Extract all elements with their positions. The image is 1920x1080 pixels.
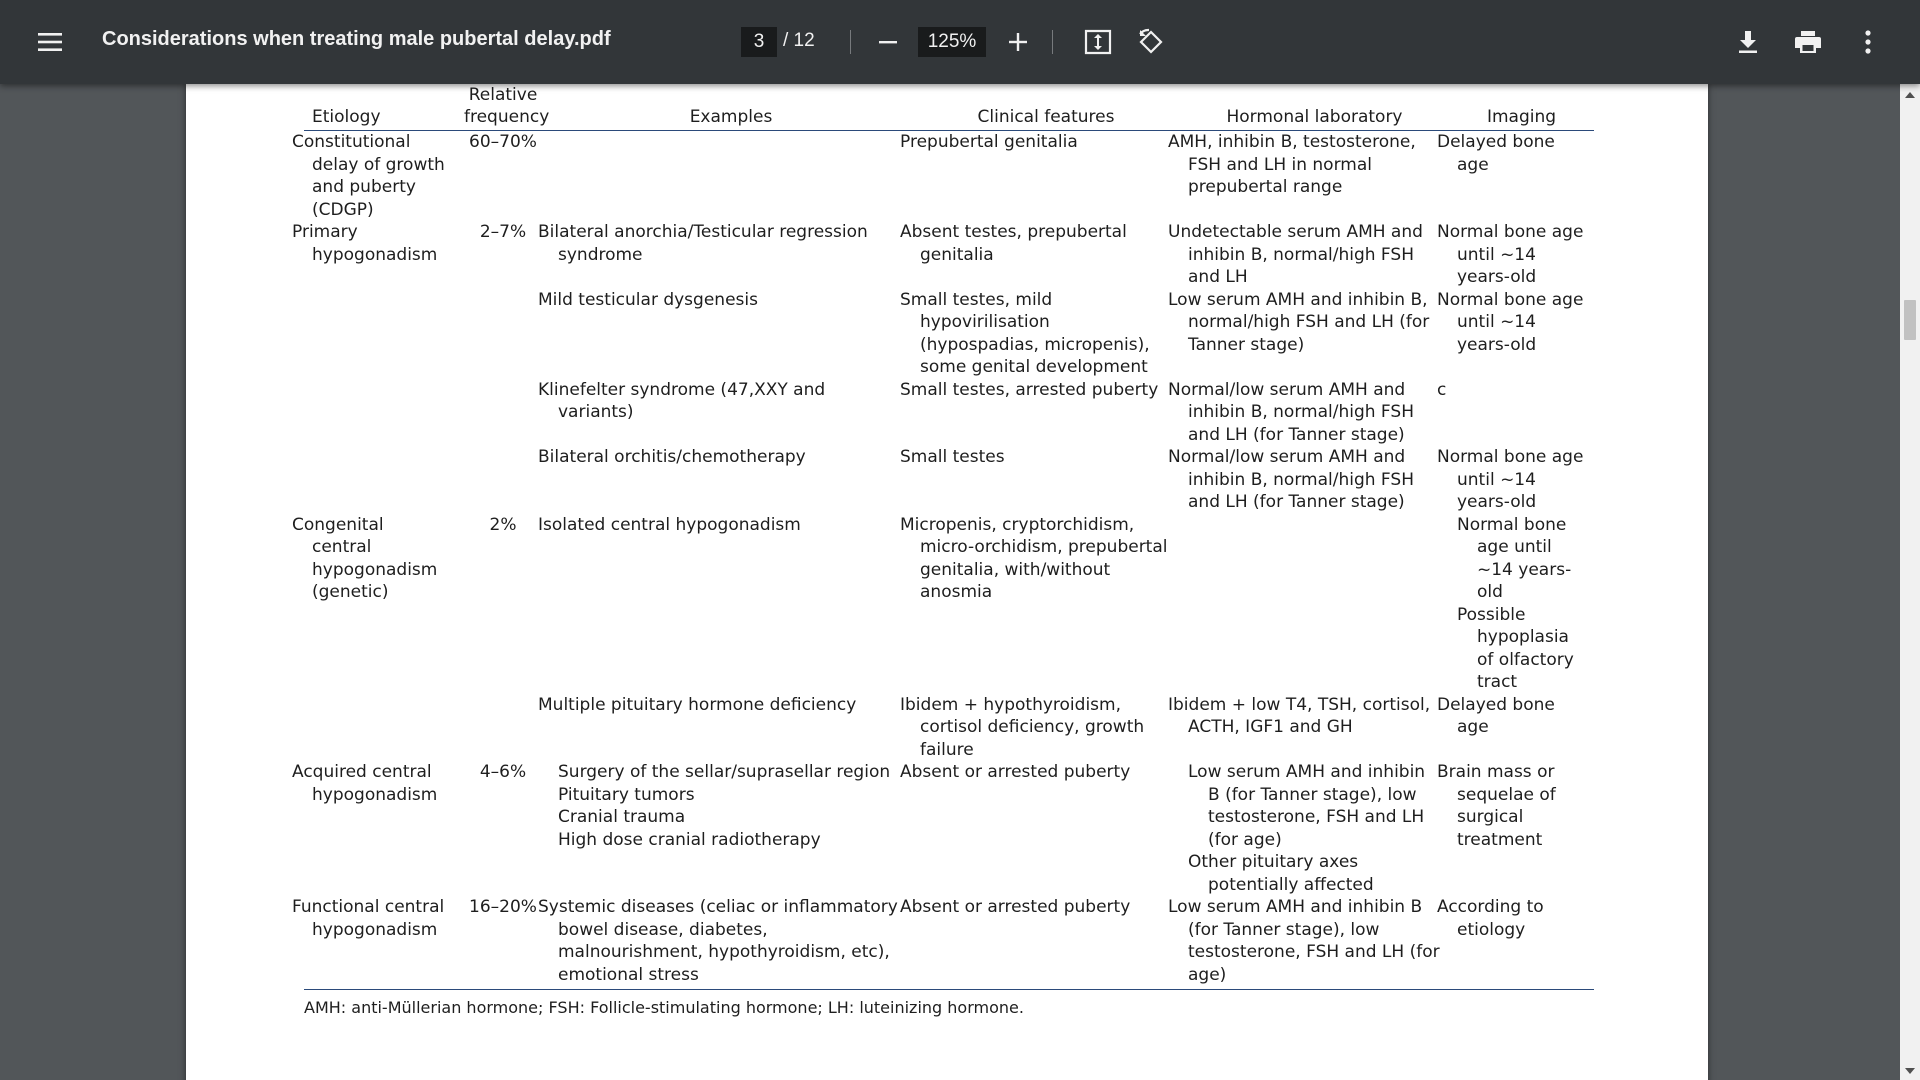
cell-etiology: Acquired central hypogonadism xyxy=(292,762,438,805)
cell-frequency xyxy=(456,694,550,762)
cell-examples: Isolated central hypogonadism xyxy=(538,514,801,535)
document-title: Considerations when treating male pubertal delay.pdf xyxy=(102,28,611,50)
cell-hormonal: Ibidem + low T4, TSH, cortisol, ACTH, IGF1 and GH xyxy=(1168,694,1431,737)
cell-examples-line: High dose cranial radiotherapy xyxy=(558,829,821,850)
cell-etiology xyxy=(304,446,456,514)
toolbar-divider xyxy=(1052,30,1053,54)
cell-hormonal xyxy=(1180,761,1449,896)
download-icon[interactable] xyxy=(1728,22,1768,62)
cell-frequency: 16–20% xyxy=(456,896,550,990)
table-row xyxy=(304,896,1594,990)
table-row xyxy=(304,446,1594,514)
cell-imaging-line: Possible hypoplasia of olfactory tract xyxy=(1457,604,1574,692)
cell-examples: Bilateral orchitis/chemotherapy xyxy=(538,447,806,467)
cell-etiology: Functional central hypogonadism xyxy=(304,896,456,990)
header-relative-frequency xyxy=(456,84,550,131)
zoom-in-icon[interactable] xyxy=(998,22,1038,62)
cell-examples xyxy=(550,761,912,896)
cell-imaging: Brain mass or sequelae of surgical treatment xyxy=(1437,762,1556,850)
cell-frequency xyxy=(456,289,550,379)
vertical-scrollbar[interactable] xyxy=(1900,84,1920,1080)
cell-examples-line: Surgery of the sellar/suprasellar region xyxy=(558,762,891,782)
cell-etiology: Constitutional delay of growth and puberty (CDGP) xyxy=(292,132,445,220)
cell-imaging: Delayed bone age xyxy=(1437,694,1555,737)
cell-imaging: Normal bone age until ~14 years-old xyxy=(1437,289,1584,355)
header-imaging: Imaging xyxy=(1449,84,1594,131)
table-row xyxy=(304,514,1594,694)
cell-examples: Bilateral anorchia/Testicular regression syndrome xyxy=(538,222,868,265)
page-total: / 12 xyxy=(783,30,815,51)
header-relative-frequency-line2: frequency xyxy=(464,107,550,127)
scrollbar-thumb[interactable] xyxy=(1904,300,1916,340)
cell-etiology xyxy=(304,694,456,762)
cell-examples-line: Cranial trauma xyxy=(558,807,686,827)
header-etiology: Etiology xyxy=(304,84,456,131)
cell-examples: Systemic diseases (celiac or inflammatory bowel disease, diabetes, malnourishment, hypothyroidism, etc), emotional stress xyxy=(550,896,912,990)
fit-to-page-icon[interactable] xyxy=(1078,22,1118,62)
pdf-toolbar xyxy=(0,0,1920,84)
cell-clinical: Absent or arrested puberty xyxy=(900,762,1131,782)
cell-hormonal: Low serum AMH and inhibin B (for Tanner stage), low testosterone, FSH and LH (for age) xyxy=(1180,896,1449,990)
cell-clinical: Prepubertal genitalia xyxy=(900,132,1078,152)
page-content xyxy=(292,84,1594,1017)
pdf-page xyxy=(186,84,1708,1080)
more-options-icon[interactable] xyxy=(1848,22,1888,62)
cell-hormonal-line: Low serum AMH and inhibin B (for Tanner stage), low testosterone, FSH and LH (for age) xyxy=(1188,762,1426,850)
cell-imaging: According to etiology xyxy=(1449,896,1594,990)
cell-etiology: Primary hypogonadism xyxy=(292,222,438,265)
table-row xyxy=(304,131,1594,222)
header-relative-frequency-line1: Relative xyxy=(468,85,538,105)
cell-examples: Klinefelter syndrome (47,XXY and variants) xyxy=(538,379,826,422)
cell-hormonal: Normal/low serum AMH and inhibin B, normal/high FSH and LH (for Tanner stage) xyxy=(1168,379,1414,445)
cell-examples: Multiple pituitary hormone deficiency xyxy=(538,694,857,715)
menu-icon[interactable] xyxy=(30,22,70,62)
cell-imaging: Normal bone age until ~14 years-old xyxy=(1437,222,1584,287)
pdf-viewer[interactable] xyxy=(0,84,1920,1080)
page-number-input[interactable] xyxy=(741,27,777,57)
cell-etiology: Congenital central hypogonadism (genetic) xyxy=(292,514,438,602)
cell-hormonal: Undetectable serum AMH and inhibin B, normal/high FSH and LH xyxy=(1168,222,1423,287)
cell-clinical: Small testes, mild hypovirilisation (hypospadias, micropenis), some genital development xyxy=(900,289,1150,377)
cell-clinical: Small testes, arrested puberty xyxy=(900,379,1159,400)
rotate-counterclockwise-icon[interactable] xyxy=(1131,22,1171,62)
cell-hormonal: Normal/low serum AMH and inhibin B, normal/high FSH and LH (for Tanner stage) xyxy=(1168,447,1414,512)
cell-clinical: Absent testes, prepubertal genitalia xyxy=(900,222,1127,265)
cell-hormonal: Low serum AMH and inhibin B, normal/high FSH and LH (for Tanner stage) xyxy=(1168,289,1430,355)
cell-frequency: 4–6% xyxy=(479,762,527,782)
cell-frequency: 2% xyxy=(489,514,517,535)
cell-etiology xyxy=(304,289,456,379)
cell-clinical: Absent or arrested puberty xyxy=(912,896,1180,990)
cell-etiology xyxy=(304,379,456,447)
etiology-table xyxy=(292,84,1594,990)
table-footnote: AMH: anti-Müllerian hormone; FSH: Follicle-stimulating hormone; LH: luteinizing hormone. xyxy=(304,998,1024,1017)
zoom-out-icon[interactable] xyxy=(868,22,908,62)
cell-frequency xyxy=(456,379,550,447)
header-examples: Examples xyxy=(550,84,912,131)
table-row xyxy=(304,379,1594,447)
cell-imaging: c xyxy=(1437,379,1447,400)
header-clinical-features: Clinical features xyxy=(912,84,1180,131)
cell-imaging: Delayed bone age xyxy=(1437,132,1555,175)
table-row xyxy=(304,761,1594,896)
cell-examples-line: Pituitary tumors xyxy=(558,784,695,805)
cell-imaging: Normal bone age until ~14 years-old xyxy=(1437,447,1584,512)
cell-clinical: Ibidem + hypothyroidism, cortisol deficiency, growth failure xyxy=(900,694,1145,760)
cell-imaging-line: Normal bone age until ~14 years-old xyxy=(1457,514,1572,602)
cell-frequency xyxy=(456,446,550,514)
table-header-row xyxy=(304,84,1594,131)
cell-imaging xyxy=(1449,514,1594,694)
print-icon[interactable] xyxy=(1788,22,1828,62)
cell-hormonal xyxy=(1180,514,1449,694)
table-row xyxy=(304,694,1594,762)
table-row xyxy=(304,221,1594,289)
toolbar-divider xyxy=(850,30,851,54)
cell-hormonal: AMH, inhibin B, testosterone, FSH and LH in normal prepubertal range xyxy=(1168,132,1416,197)
cell-examples xyxy=(550,131,912,222)
cell-examples: Mild testicular dysgenesis xyxy=(538,289,758,310)
cell-frequency: 60–70% xyxy=(469,132,537,152)
header-hormonal-laboratory: Hormonal laboratory xyxy=(1180,84,1449,131)
cell-frequency: 2–7% xyxy=(479,222,527,242)
zoom-level-input[interactable] xyxy=(918,27,986,57)
cell-clinical: Micropenis, cryptorchidism, micro-orchidism, prepubertal genitalia, with/without anosmia xyxy=(900,514,1168,602)
scroll-up-arrow-icon[interactable] xyxy=(1900,86,1920,104)
cell-hormonal-line: Other pituitary axes potentially affected xyxy=(1188,852,1374,895)
table-row xyxy=(304,289,1594,379)
scroll-down-arrow-icon[interactable] xyxy=(1900,1062,1920,1080)
cell-clinical: Small testes xyxy=(900,447,1005,467)
